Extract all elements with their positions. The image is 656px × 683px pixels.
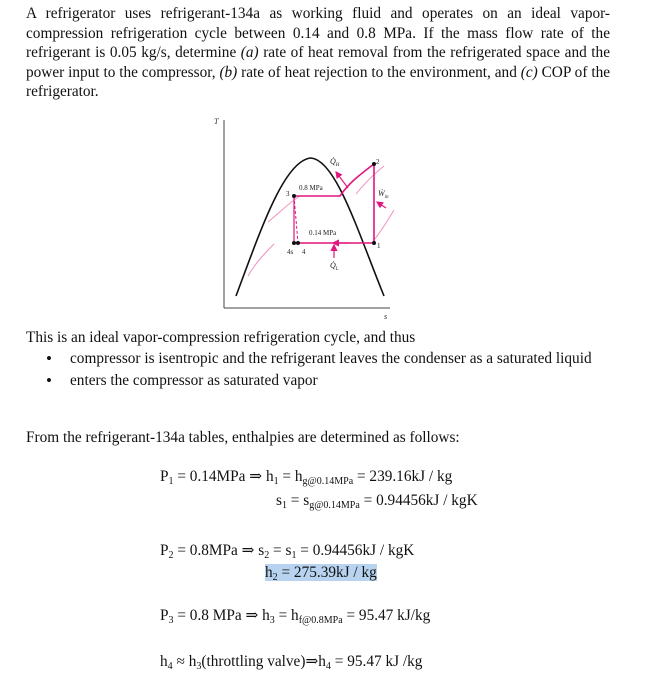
t-axis-label: T <box>214 117 219 126</box>
saturation-dome <box>236 158 384 296</box>
eq3-s-sub: 2 <box>264 550 270 561</box>
part-b-label: (b) <box>219 63 238 81</box>
ql-label <box>330 261 339 272</box>
eq3-p-val: = 0.8MPa ⇒ <box>173 542 259 559</box>
eq1-rhs: = 239.16kJ / kg <box>353 468 453 485</box>
eq5-mid: = h <box>274 607 299 624</box>
win-label <box>378 189 389 200</box>
eq4-h: h <box>265 564 273 581</box>
equation-6 <box>160 652 422 672</box>
eq1-mid: = h <box>278 468 303 485</box>
eq4-rhs: = 275.39kJ / kg <box>277 564 377 581</box>
state-4-label: 4 <box>302 248 306 256</box>
eq1-mid-sub: g@0.14MPa <box>302 476 354 487</box>
problem-statement <box>26 4 610 102</box>
eq1-h-sub: 1 <box>273 476 279 487</box>
eq5-mid-sub: f@0.8MPa <box>298 615 343 626</box>
eq2-rhs: = 0.94456kJ / kgK <box>359 492 478 509</box>
eq6-h3-sub: 3 <box>196 661 202 672</box>
state-4s-label: 4s <box>287 248 294 256</box>
isobar-low-left <box>248 244 274 276</box>
state-point-1 <box>372 241 376 245</box>
eq3-p-sub: 2 <box>168 550 174 561</box>
part-b-text: rate of heat rejection to the environment, and <box>237 63 521 81</box>
assumption-list <box>44 349 614 392</box>
eq1-p: P <box>160 468 169 485</box>
eq4-highlight <box>265 564 377 581</box>
list-item: • compressor is isentropic and the refrigerant leaves the condenser as a saturated liquid <box>44 349 614 369</box>
eq2-s-sub: 1 <box>281 500 287 511</box>
ql-subscript: L <box>335 267 339 272</box>
eq5-h-sub: 3 <box>269 615 275 626</box>
part-c-text: COP of the refrigerator. <box>26 63 611 101</box>
equation-3 <box>160 541 414 561</box>
list-item: • enters the compressor as saturated vapor <box>44 371 614 391</box>
eq4-h-sub: 2 <box>272 572 278 583</box>
high-pressure-label: 0.8 MPa <box>299 184 323 192</box>
state-1-label: 1 <box>377 242 381 250</box>
win-symbol: Ẇ <box>378 189 385 198</box>
eq1-p-val: = 0.14MPa ⇒ <box>173 468 266 485</box>
eq1-h: h <box>265 468 274 485</box>
eq3-mid-sub: 1 <box>291 550 297 561</box>
problem-intro: A refrigerator uses refrigerant-134a as working fluid and operates on an ideal vapor-compression refrigeration cycle between 0.14 and 0.8 MPa. If the mass flow rate of the refrigerant is 0.05 kg/s, determine <box>26 5 610 62</box>
equation-2 <box>276 492 478 511</box>
state-2-label: 2 <box>376 158 380 166</box>
eq2-mid-sub: g@0.14MPa <box>309 500 360 511</box>
low-pressure-label: 0.14 MPa <box>309 229 337 237</box>
eq5-p-sub: 3 <box>168 615 174 626</box>
part-c-label: (c) <box>520 63 538 81</box>
equation-1 <box>160 467 452 487</box>
equation-5 <box>160 606 430 626</box>
eq3-rhs: = 0.94456kJ / kgK <box>296 542 415 559</box>
solution-intro: This is an ideal vapor-compression refrigeration cycle, and thus <box>26 329 416 346</box>
eq3-mid: = s <box>269 542 292 559</box>
state-point-3 <box>292 194 296 198</box>
part-a-text: rate of heat removal from the refrigerated space and the power input to the compressor, <box>26 44 610 81</box>
eq6-approx: ≈ <box>172 653 189 670</box>
state-3-label: 3 <box>286 190 290 198</box>
equation-4 <box>265 564 377 583</box>
eq5-p-val: = 0.8 MPa ⇒ <box>173 607 263 624</box>
eq6-h-sub: 4 <box>167 661 173 672</box>
qh-symbol: Q̇ <box>330 157 336 166</box>
s-axis-label: s <box>384 312 388 321</box>
state-point-4 <box>296 241 300 245</box>
eq6-rhs: = 95.47 kJ /kg <box>330 653 423 670</box>
qh-label <box>330 157 340 168</box>
win-subscript: in <box>384 195 389 200</box>
tables-statement: From the refrigerant-134a tables, enthalpies are determined as follows: <box>26 429 460 446</box>
process-3-4-throttle <box>294 196 298 243</box>
isobar-high <box>268 196 300 222</box>
eq6-paren: (throttling valve) <box>201 653 306 670</box>
eq3-s: s <box>258 542 265 559</box>
eq6-h3: h <box>188 653 197 670</box>
state-point-4s <box>292 241 296 245</box>
eq3-p: P <box>160 542 169 559</box>
eq5-p: P <box>160 607 169 624</box>
eq6-h4: h <box>318 653 326 670</box>
eq1-p-sub: 1 <box>168 476 174 487</box>
ql-symbol: Q̇ <box>330 261 336 270</box>
eq5-h: h <box>262 607 270 624</box>
eq2-mid: = s <box>286 492 310 509</box>
qh-subscript: H <box>335 163 340 168</box>
part-a-label: (a) <box>240 44 259 62</box>
eq6-h4-sub: 4 <box>325 661 331 672</box>
eq6-h: h <box>160 653 168 670</box>
eq5-rhs: = 95.47 kJ/kg <box>342 607 431 624</box>
isobar-low-right <box>374 210 394 240</box>
eq2-s: s <box>276 492 282 509</box>
eq6-arrow: ⇒ <box>305 653 319 670</box>
ts-diagram <box>208 112 398 321</box>
win-arrow <box>377 202 386 208</box>
